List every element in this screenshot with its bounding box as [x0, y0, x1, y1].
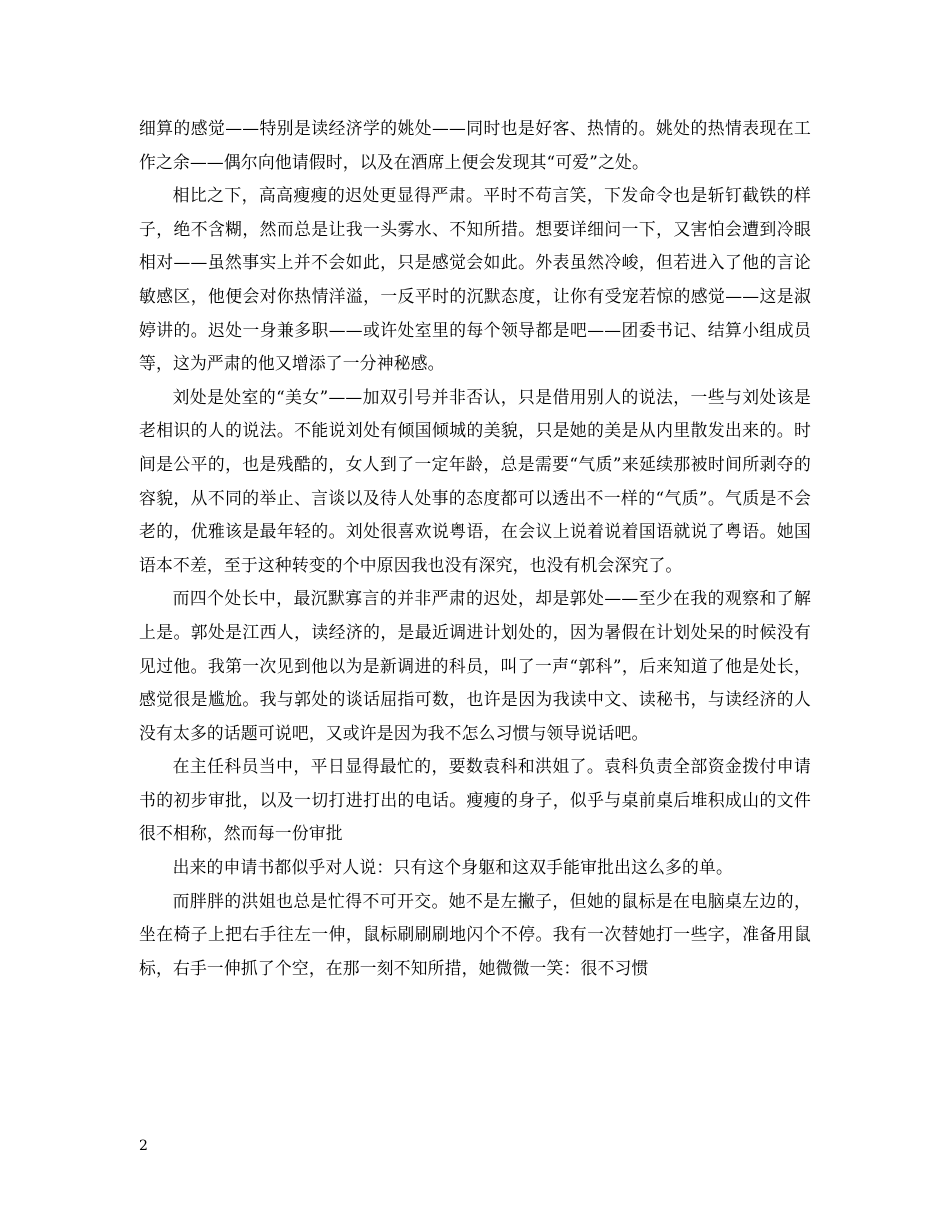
paragraph-5: 在主任科员当中，平日显得最忙的，要数袁科和洪姐了。袁科负责全部资金拨付申请书的初步审批，以及一切打进打出的电话。瘦瘦的身子，似乎与桌前桌后堆积成山的文件很不相称，然而每一份审批: [139, 756, 811, 844]
paragraph-7: 而胖胖的洪姐也总是忙得不可开交。她不是左撇子，但她的鼠标是在电脑桌左边的，坐在椅子上把右手往左一伸，鼠标刷刷刷地闪个不停。我有一次替她打一些字，准备用鼠标，右手一伸抓了个空，在那一刻不知所措，她微微一笑：很不习惯: [139, 890, 811, 978]
body-text: [139, 112, 811, 985]
paragraph-6: 出来的申请书都似乎对人说：只有这个身躯和这双手能审批出这么多的单。: [172, 857, 733, 878]
paragraph-1: 细算的感觉——特别是读经济学的姚处——同时也是好客、热情的。姚处的热情表现在工作之余——偶尔向他请假时，以及在酒席上便会发现其“可爱”之处。: [139, 118, 811, 172]
paragraph-4: 而四个处长中，最沉默寡言的并非严肃的迟处，却是郭处——至少在我的观察和了解上是。郭处是江西人，读经济的，是最近调进计划处的，因为暑假在计划处呆的时候没有见过他。我第一次见到他以为是新调进的科员，叫了一声“郭科”，后来知道了他是处长，感觉很是尴尬。我与郭处的谈话屈指可数，也许是因为我读中文、读秘书，与读经济的人没有太多的话题可说吧，又或许是因为我不怎么习惯与领导说话吧。: [139, 588, 811, 743]
paragraph-2: 相比之下，高高瘦瘦的迟处更显得严肃。平时不苟言笑，下发命令也是斩钉截铁的样子，绝不含糊，然而总是让我一头雾水、不知所措。想要详细问一下，又害怕会遭到冷眼相对——虽然事实上并不会如此，只是感觉会如此。外表虽然冷峻，但若进入了他的言论敏感区，他便会对你热情洋溢，一反平时的沉默态度，让你有受宠若惊的感觉——这是淑婷讲的。迟处一身兼多职——或许处室里的每个领导都是吧——团委书记、结算小组成员等，这为严肃的他又增添了一分神秘感。: [139, 185, 811, 374]
page-number: 2: [139, 1138, 148, 1154]
paragraph-3: 刘处是处室的“美女”——加双引号并非否认，只是借用别人的说法，一些与刘处该是老相识的人的说法。不能说刘处有倾国倾城的美貌，只是她的美是从内里散发出来的。时间是公平的，也是残酷的，女人到了一定年龄，总是需要“气质”来延续那被时间所剥夺的容貌，从不同的举止、言谈以及待人处事的态度都可以透出不一样的“气质”。气质是不会老的，优雅该是最年轻的。刘处很喜欢说粤语，在会议上说着说着国语就说了粤语。她国语本不差，至于这种转变的个中原因我也没有深究，也没有机会深究了。: [139, 386, 811, 575]
